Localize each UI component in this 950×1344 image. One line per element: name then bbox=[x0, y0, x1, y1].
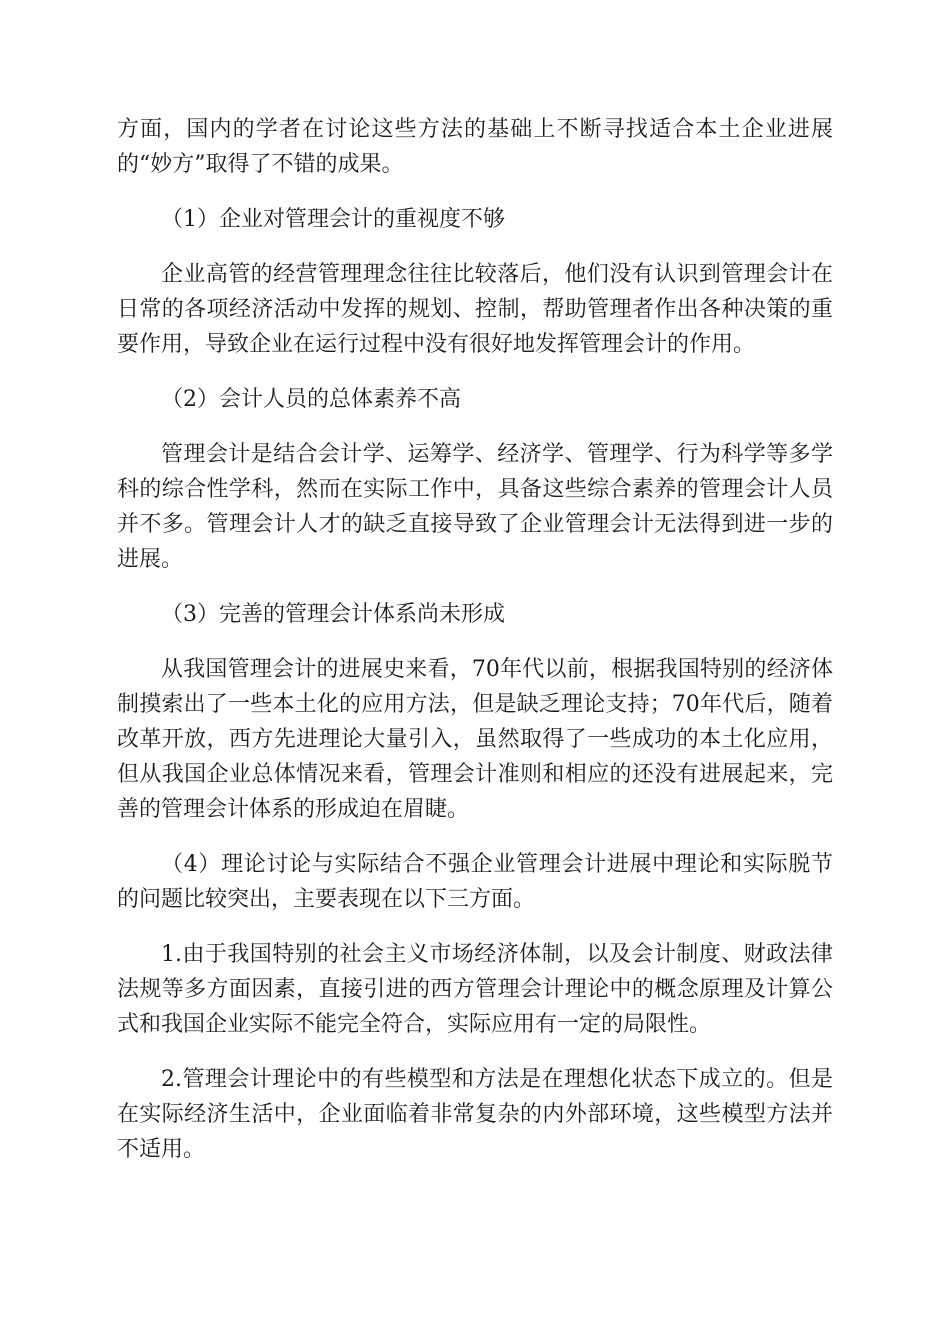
paragraph-section-2: 管理会计是结合会计学、运筹学、经济学、管理学、行为科学等多学科的综合性学科，然而在实际工作中，具备这些综合素养的管理会计人员并不多。管理会计人才的缺乏直接导致了企业管理会计无法得到进一步的进展。 bbox=[117, 442, 833, 572]
list-item-1: 1.由于我国特别的社会主义市场经济体制，以及会计制度、财政法律法规等多方面因素，直接引进的西方管理会计理论中的概念原理及计算公式和我国企业实际不能完全符合，实际应用有一定的局限性。 bbox=[117, 942, 833, 1037]
paragraph-section-3: 从我国管理会计的进展史来看，70年代以前，根据我国特别的经济体制摸索出了一些本土化的应用方法，但是缺乏理论支持；70年代后，随着改革开放，西方先进理论大量引入，虽然取得了一些成功的本土化应用，但从我国企业总体情况来看，管理会计准则和相应的还没有进展起来，完善的管理会计体系的形成迫在眉睫。 bbox=[117, 657, 833, 822]
document-body bbox=[117, 112, 833, 1187]
section-heading-3: （3）完善的管理会计体系尚未形成 bbox=[161, 602, 505, 627]
section-heading-2: （2）会计人员的总体素养不高 bbox=[161, 387, 461, 412]
list-item-2: 2.管理会计理论中的有些模型和方法是在理想化状态下成立的。但是在实际经济生活中，企业面临着非常复杂的内外部环境，这些模型方法并不适用。 bbox=[117, 1067, 833, 1162]
paragraph-continuation: 方面，国内的学者在讨论这些方法的基础上不断寻找适合本土企业进展的“妙方”取得了不错的成果。 bbox=[117, 117, 833, 177]
section-heading-4: （4）理论讨论与实际结合不强企业管理会计进展中理论和实际脱节的问题比较突出，主要表现在以下三方面。 bbox=[117, 852, 833, 912]
paragraph-section-1: 企业高管的经营管理理念往往比较落后，他们没有认识到管理会计在日常的各项经济活动中发挥的规划、控制，帮助管理者作出各种决策的重要作用，导致企业在运行过程中没有很好地发挥管理会计的作用。 bbox=[117, 262, 833, 357]
section-heading-1: （1）企业对管理会计的重视度不够 bbox=[161, 207, 505, 232]
